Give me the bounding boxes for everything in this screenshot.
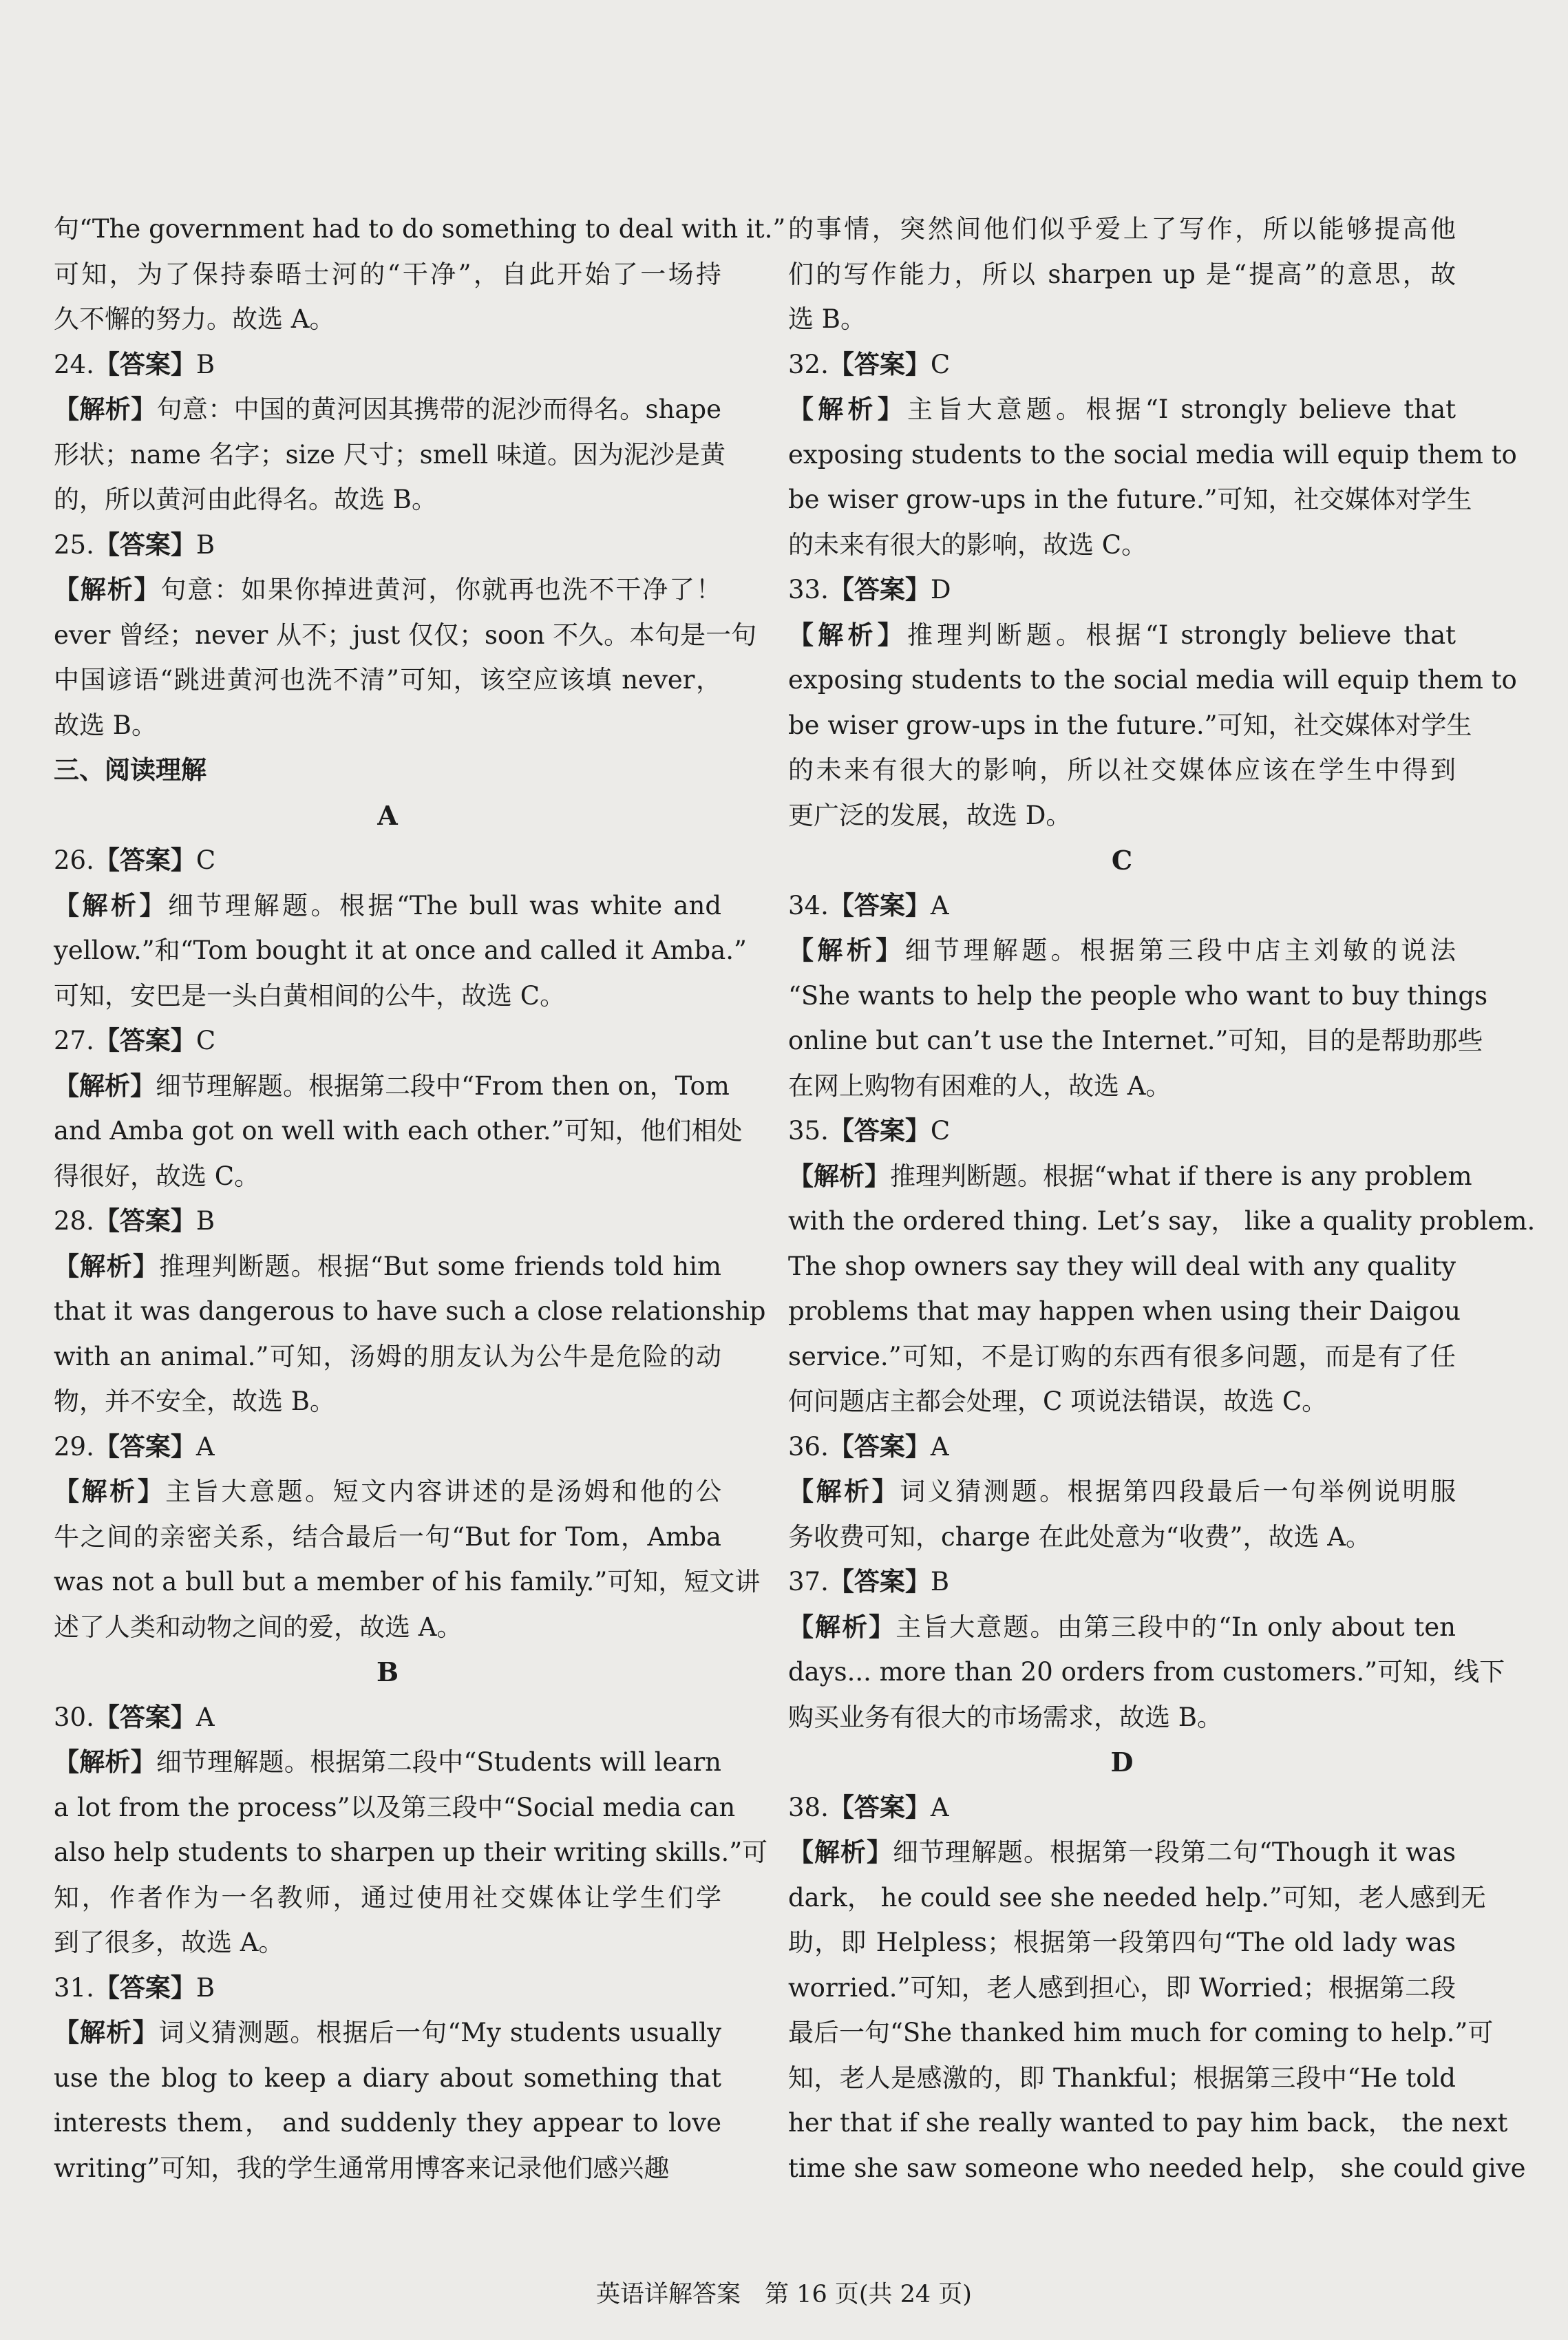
analysis-line xyxy=(788,1244,1456,1289)
answer-tag: 【答案】 xyxy=(828,1431,931,1462)
analysis-text: 主旨大意题。根据“I strongly believe that xyxy=(907,394,1456,424)
analysis-line xyxy=(54,1785,736,1831)
question-number: 24. xyxy=(54,349,94,379)
answer-tag: 【答案】 xyxy=(94,1206,196,1236)
answer-value: A xyxy=(930,1431,949,1462)
analysis-line xyxy=(54,1064,730,1109)
analysis-text: 述了人类和动物之间的爱，故选 A。 xyxy=(54,1612,463,1642)
answer-row xyxy=(788,1108,1456,1154)
answer-tag: 【答案】 xyxy=(828,575,931,604)
analysis-line xyxy=(788,1830,1456,1875)
page-footer: 英语详解答案 第 16 页(共 24 页) xyxy=(596,2281,972,2308)
analysis-tag: 【解析】 xyxy=(788,620,907,650)
analysis-text: 推理判断题。根据“But some friends told him xyxy=(159,1251,721,1281)
passage-label: C xyxy=(1111,845,1133,876)
analysis-text: worried.”可知，老人感到担心，即 Worried；根据第二段 xyxy=(788,1972,1456,2003)
analysis-block xyxy=(788,1605,1505,1740)
analysis-text: was not a bull but a member of his family.”可知，短文讲 xyxy=(54,1567,761,1596)
analysis-block xyxy=(54,1740,768,1965)
analysis-text: her that if she really wanted to pay him back， the next xyxy=(788,2108,1508,2138)
analysis-tag: 【解析】 xyxy=(54,2018,159,2047)
analysis-line xyxy=(788,613,1456,658)
analysis-line xyxy=(788,2100,1508,2146)
answer-tag: 【答案】 xyxy=(94,1972,196,2003)
question-number: 28. xyxy=(54,1206,94,1236)
analysis-text: 句意：如果你掉进黄河，你就再也洗不干净了！ xyxy=(160,575,721,604)
analysis-text: problems that may happen when using their Daigou xyxy=(788,1296,1461,1326)
analysis-text: and Amba got on well with each other.”可知，他们相处 xyxy=(54,1116,743,1146)
question-number: 33. xyxy=(788,575,829,604)
analysis-text: 何问题店主都会处理，C 项说法错误，故选 C。 xyxy=(788,1387,1328,1416)
analysis-text: 助，即 Helpless；根据第一段第四句“The old lady was xyxy=(788,1928,1456,1957)
analysis-line xyxy=(54,1469,721,1515)
answer-tag: 【答案】 xyxy=(94,845,196,875)
analysis-tag: 【解析】 xyxy=(54,1071,156,1101)
analysis-text: 购买业务有很大的市场需求，故选 B。 xyxy=(788,1702,1222,1732)
analysis-line xyxy=(54,883,721,929)
answer-row xyxy=(788,567,1456,613)
analysis-line xyxy=(788,703,1472,748)
analysis-line xyxy=(54,1379,721,1424)
analysis-line xyxy=(788,1018,1483,1064)
answer-row xyxy=(54,838,721,883)
analysis-text: 推理判断题。根据“I strongly believe that xyxy=(907,620,1456,650)
answer-row xyxy=(54,523,721,568)
analysis-block xyxy=(54,1244,766,1424)
text-line: 的事情，突然间他们似乎爱上了写作，所以能够提高他 xyxy=(788,214,1456,244)
answer-value: B xyxy=(930,1567,950,1596)
analysis-line xyxy=(788,1289,1461,1334)
analysis-text: interests them， and suddenly they appear to love xyxy=(54,2108,721,2138)
answer-value: A xyxy=(195,1702,215,1732)
text-line: 久不懈的努力。故选 A。 xyxy=(54,304,335,334)
analysis-line xyxy=(54,1334,721,1380)
question-number: 37. xyxy=(788,1567,829,1596)
continuation-text xyxy=(54,207,786,342)
analysis-line xyxy=(54,657,721,703)
analysis-text: The shop owners say they will deal with any quality xyxy=(788,1251,1456,1281)
analysis-text: 细节理解题。根据第二段中“Students will learn xyxy=(156,1747,721,1777)
answer-row xyxy=(54,1199,721,1244)
analysis-line xyxy=(788,2146,1526,2191)
answer-row xyxy=(788,883,1456,929)
answer-tag: 【答案】 xyxy=(94,529,196,560)
analysis-block xyxy=(54,567,757,748)
analysis-block xyxy=(54,2010,721,2191)
analysis-line xyxy=(788,1199,1536,1244)
analysis-text: a lot from the process”以及第三段中“Social media can xyxy=(54,1792,736,1822)
analysis-line xyxy=(54,1920,721,1965)
analysis-line xyxy=(54,1108,743,1154)
answer-value: B xyxy=(195,1972,215,2003)
analysis-line xyxy=(54,1740,721,1785)
analysis-line xyxy=(54,1289,766,1334)
analysis-text: 句意：中国的黄河因其携带的泥沙而得名。shape xyxy=(156,394,721,424)
analysis-text: 的未来有很大的影响，故选 C。 xyxy=(788,529,1147,560)
analysis-text: 形状；name 名字；size 尺寸；smell 味道。因为泥沙是黄 xyxy=(54,439,726,470)
answer-value: A xyxy=(930,1792,949,1822)
answer-value: B xyxy=(195,529,215,560)
analysis-line xyxy=(788,387,1456,432)
analysis-tag: 【解析】 xyxy=(54,890,169,920)
analysis-text: 的，所以黄河由此得名。故选 B。 xyxy=(54,485,437,514)
analysis-line xyxy=(54,928,747,973)
analysis-line xyxy=(788,748,1456,793)
analysis-text: 故选 B。 xyxy=(54,710,157,740)
analysis-text: 在网上购物有困难的人，故选 A。 xyxy=(788,1071,1172,1101)
analysis-block xyxy=(788,613,1517,839)
answer-tag: 【答案】 xyxy=(828,1792,931,1822)
analysis-text: also help students to sharpen up their writing skills.”可 xyxy=(54,1837,768,1867)
answer-row xyxy=(788,1424,1456,1470)
analysis-text: 到了很多，故选 A。 xyxy=(54,1928,284,1957)
answer-tag: 【答案】 xyxy=(828,1116,931,1146)
analysis-line xyxy=(54,477,721,523)
answer-row xyxy=(54,1695,721,1740)
analysis-line xyxy=(788,1920,1456,1965)
passage-label: A xyxy=(377,799,398,831)
answer-row xyxy=(54,1965,721,2011)
answer-tag: 【答案】 xyxy=(94,1702,196,1732)
analysis-text: 务收费可知，charge 在此处意为“收费”，故选 A。 xyxy=(788,1521,1371,1552)
analysis-line xyxy=(788,2010,1494,2056)
analysis-block xyxy=(788,1830,1526,2191)
question-number: 32. xyxy=(788,349,829,379)
text-line: 们的写作能力，所以 sharpen up 是“提高”的意思，故 xyxy=(788,259,1456,289)
analysis-text: with the ordered thing. Let’s say， like a quality problem. xyxy=(788,1206,1536,1236)
analysis-text: 细节理解题。根据第三段中店主刘敏的说法 xyxy=(904,936,1456,965)
answer-tag: 【答案】 xyxy=(828,1567,931,1596)
analysis-block xyxy=(54,883,747,1019)
answer-tag: 【答案】 xyxy=(94,1026,196,1055)
analysis-line xyxy=(54,2146,721,2191)
analysis-line xyxy=(788,1515,1456,1560)
analysis-line xyxy=(54,2100,721,2146)
analysis-text: writing”可知，我的学生通常用博客来记录他们感兴趣 xyxy=(54,2153,670,2183)
analysis-line xyxy=(788,1064,1456,1109)
analysis-text: days... more than 20 orders from customers.”可知，线下 xyxy=(788,1657,1505,1687)
analysis-line xyxy=(788,1695,1456,1740)
analysis-line xyxy=(788,1605,1456,1650)
analysis-line xyxy=(54,613,757,658)
analysis-line xyxy=(788,657,1517,703)
analysis-text: 牛之间的亲密关系，结合最后一句“But for Tom，Amba xyxy=(54,1521,721,1552)
analysis-text: 细节理解题。根据第一段第二句“Though it was xyxy=(893,1837,1456,1867)
analysis-line xyxy=(788,2056,1456,2101)
answer-value: A xyxy=(195,1431,215,1462)
question-number: 35. xyxy=(788,1116,829,1146)
analysis-text: use the blog to keep a diary about something that xyxy=(54,2063,721,2093)
left-column xyxy=(54,207,786,2191)
analysis-line xyxy=(54,973,721,1019)
analysis-line xyxy=(788,928,1456,973)
answer-tag: 【答案】 xyxy=(828,890,931,920)
analysis-line xyxy=(54,432,726,478)
analysis-block xyxy=(788,1469,1456,1559)
analysis-text: exposing students to the social media will equip them to xyxy=(788,665,1517,695)
question-number: 27. xyxy=(54,1026,94,1055)
analysis-text: be wiser grow-ups in the future.”可知，社交媒体对学生 xyxy=(788,485,1472,514)
analysis-text: 最后一句“She thanked him much for coming to help.”可 xyxy=(788,2018,1494,2047)
answer-value: D xyxy=(930,575,951,604)
section-title: 三、阅读理解 xyxy=(54,755,206,785)
answer-row xyxy=(54,1018,721,1064)
analysis-line xyxy=(54,1605,721,1650)
analysis-text: be wiser grow-ups in the future.”可知，社交媒体对学生 xyxy=(788,710,1472,740)
analysis-block xyxy=(788,387,1517,567)
analysis-text: 知，作者作为一名教师，通过使用社交媒体让学生们学 xyxy=(54,1882,721,1912)
analysis-text: 细节理解题。根据“The bull was white and xyxy=(168,890,721,920)
analysis-text: 知，老人是感激的，即 Thankful；根据第三段中“He told xyxy=(788,2063,1456,2093)
right-column xyxy=(788,207,1536,2191)
analysis-text: 更广泛的发展，故选 D。 xyxy=(788,800,1072,830)
continuation-text xyxy=(788,207,1456,342)
answer-row xyxy=(54,1424,721,1470)
analysis-tag: 【解析】 xyxy=(54,394,157,424)
analysis-line xyxy=(788,432,1517,478)
question-number: 29. xyxy=(54,1431,94,1462)
analysis-text: 得很好，故选 C。 xyxy=(54,1161,260,1191)
analysis-line xyxy=(788,477,1472,523)
question-number: 36. xyxy=(788,1431,829,1462)
analysis-text: 物，并不安全，故选 B。 xyxy=(54,1387,335,1416)
analysis-block xyxy=(788,1154,1536,1424)
question-number: 30. xyxy=(54,1702,94,1732)
analysis-text: time she saw someone who needed help， she could give xyxy=(788,2153,1526,2183)
analysis-line xyxy=(788,1875,1486,1921)
answer-value: B xyxy=(195,1206,215,1236)
answer-row xyxy=(788,1785,1456,1831)
analysis-block xyxy=(54,1064,743,1199)
analysis-line xyxy=(54,1830,768,1875)
answer-value: B xyxy=(195,349,215,379)
analysis-line xyxy=(788,1965,1456,2011)
analysis-line xyxy=(788,523,1456,568)
analysis-block xyxy=(54,387,726,523)
analysis-text: dark， he could see she needed help.”可知，老人感到无 xyxy=(788,1882,1486,1912)
analysis-text: that it was dangerous to have such a close relationship xyxy=(54,1296,766,1326)
analysis-text: 词义猜测题。根据第四段最后一句举例说明服 xyxy=(900,1477,1456,1506)
answer-tag: 【答案】 xyxy=(828,349,931,379)
analysis-line xyxy=(788,973,1488,1019)
analysis-text: service.”可知，不是订购的东西有很多问题，而是有了任 xyxy=(788,1341,1456,1371)
analysis-text: 中国谚语“跳进黄河也洗不清”可知，该空应该填 never， xyxy=(54,665,721,695)
passage-label: B xyxy=(376,1656,399,1687)
answer-value: C xyxy=(195,1026,216,1055)
answer-value: C xyxy=(930,1116,951,1146)
analysis-text: yellow.”和“Tom bought it at once and called it Amba.” xyxy=(54,936,747,965)
answer-value: C xyxy=(930,349,951,379)
analysis-text: online but can’t use the Internet.”可知，目的是帮助那些 xyxy=(788,1026,1483,1055)
analysis-text: “She wants to help the people who want to buy things xyxy=(788,980,1488,1011)
analysis-text: 细节理解题。根据第二段中“From then on，Tom xyxy=(156,1071,730,1101)
passage-label: D xyxy=(1110,1747,1134,1778)
text-line: 选 B。 xyxy=(788,304,866,334)
analysis-line xyxy=(54,1875,721,1921)
analysis-tag: 【解析】 xyxy=(788,1837,893,1867)
analysis-tag: 【解析】 xyxy=(788,1477,900,1506)
question-number: 31. xyxy=(54,1972,94,2003)
analysis-line xyxy=(54,567,721,613)
analysis-text: 推理判断题。根据“what if there is any problem xyxy=(890,1161,1472,1191)
analysis-line xyxy=(788,1379,1456,1424)
answer-value: A xyxy=(930,890,949,920)
analysis-line xyxy=(54,2010,721,2056)
analysis-line xyxy=(54,1515,721,1560)
analysis-text: ever 曾经；never 从不；just 仅仅；soon 不久。本句是一句 xyxy=(54,620,757,650)
analysis-text: 的未来有很大的影响，所以社交媒体应该在学生中得到 xyxy=(788,755,1456,785)
analysis-line xyxy=(54,387,721,432)
answer-row xyxy=(788,342,1456,388)
analysis-tag: 【解析】 xyxy=(54,1477,166,1506)
analysis-tag: 【解析】 xyxy=(788,936,905,965)
analysis-line xyxy=(788,793,1456,839)
analysis-tag: 【解析】 xyxy=(788,1612,896,1642)
analysis-line xyxy=(788,1334,1456,1380)
question-number: 25. xyxy=(54,529,94,560)
analysis-text: 主旨大意题。短文内容讲述的是汤姆和他的公 xyxy=(165,1477,722,1506)
analysis-tag: 【解析】 xyxy=(54,1747,156,1777)
analysis-tag: 【解析】 xyxy=(788,1161,890,1191)
analysis-text: with an animal.”可知，汤姆的朋友认为公牛是危险的动 xyxy=(54,1341,721,1371)
analysis-tag: 【解析】 xyxy=(788,394,907,424)
answer-tag: 【答案】 xyxy=(94,349,196,379)
analysis-text: 词义猜测题。根据后一句“My students usually xyxy=(158,2018,721,2047)
answer-row xyxy=(788,1559,1456,1605)
question-number: 26. xyxy=(54,845,94,875)
analysis-line xyxy=(54,2056,721,2101)
analysis-block xyxy=(788,928,1488,1108)
answer-value: C xyxy=(195,845,216,875)
analysis-line xyxy=(788,1649,1505,1695)
analysis-line xyxy=(54,1559,761,1605)
question-number: 38. xyxy=(788,1792,829,1822)
analysis-line xyxy=(54,703,721,748)
analysis-tag: 【解析】 xyxy=(54,575,161,604)
analysis-line xyxy=(54,1244,721,1289)
analysis-tag: 【解析】 xyxy=(54,1251,160,1281)
answer-row xyxy=(54,342,721,388)
question-number: 34. xyxy=(788,890,829,920)
analysis-line xyxy=(54,1154,721,1199)
text-line: 句“The government had to do something to deal with it.” xyxy=(54,214,786,244)
analysis-line xyxy=(788,1154,1472,1199)
analysis-text: 可知，安巴是一头白黄相间的公牛，故选 C。 xyxy=(54,980,566,1011)
answer-tag: 【答案】 xyxy=(94,1431,196,1462)
analysis-line xyxy=(788,1469,1456,1515)
text-line: 可知，为了保持泰晤士河的“干净”，自此开始了一场持 xyxy=(54,259,721,289)
analysis-block xyxy=(54,1469,761,1649)
analysis-text: 主旨大意题。由第三段中的“In only about ten xyxy=(896,1612,1456,1642)
analysis-text: exposing students to the social media will equip them to xyxy=(788,439,1517,470)
